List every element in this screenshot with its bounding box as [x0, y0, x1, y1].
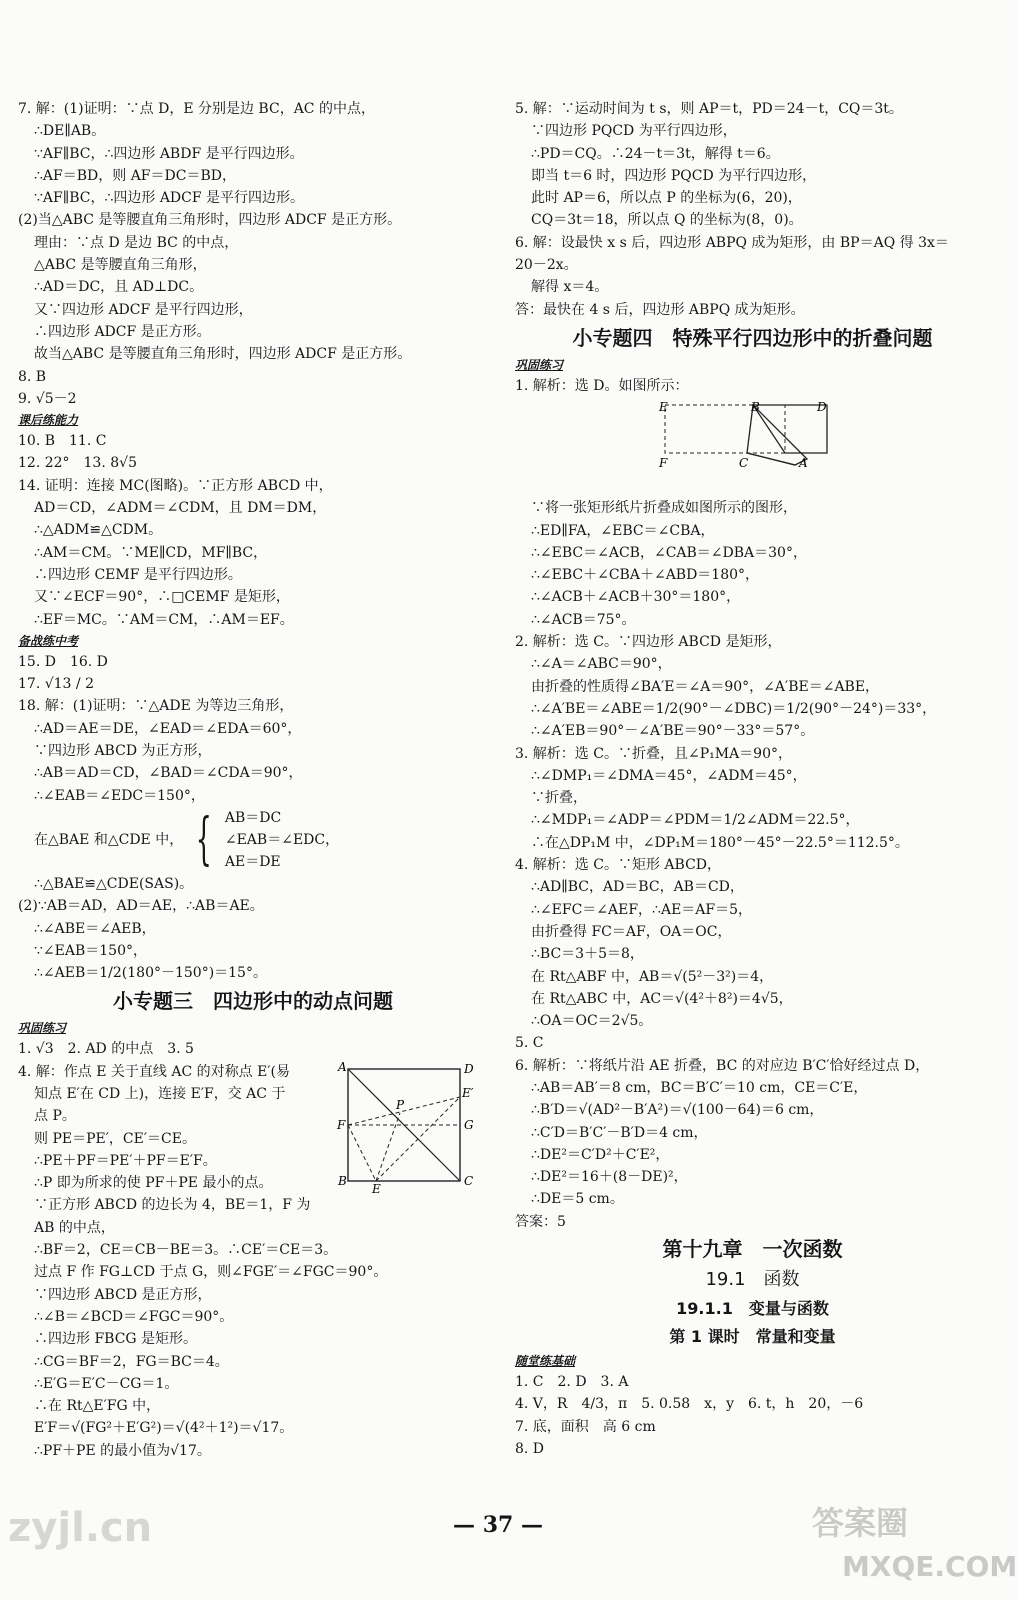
brace-item: AB＝DC [224, 809, 282, 826]
answer-line: 6. 解析：∵将纸片沿 AE 折叠，BC 的对应边 B′C′恰好经过点 D， [515, 1057, 930, 1074]
answer-line: 8. D [515, 1440, 545, 1457]
answer-line: ∴在△DP₁M 中，∠DP₁M＝180°－45°－22.5°＝112.5°。 [531, 834, 909, 851]
fold-edge [747, 453, 795, 465]
answer-line: ∵四边形 ABCD 是正方形， [34, 1286, 212, 1303]
fold-label-d: D [817, 400, 827, 415]
answer-line: ∵正方形 ABCD 的边长为 4，BE＝1，F 为 [34, 1197, 311, 1214]
answer-line: 3. 解析：选 C。∵折叠，且∠P₁MA＝90°， [515, 745, 792, 762]
right-lines-c [515, 1371, 990, 1460]
label-d: D [464, 1061, 474, 1076]
answer-line: 此时 AP＝6，所以点 P 的坐标为(6，20)， [531, 190, 802, 207]
brace-item: ∠EAB＝∠EDC， [224, 831, 340, 848]
answer-line: ∴∠ACB＝75°。 [531, 611, 636, 628]
answer-line: ∴AD＝AE＝DE，∠EAD＝∠EDA＝60°， [34, 720, 302, 737]
answer-line: 6. 解：设最快 x s 后，四边形 ABPQ 成为矩形，由 BP＝AQ 得 3x＝ [515, 234, 949, 251]
answer-line: ∴∠A′BE＝∠ABE＝1/2(90°－∠DBC)＝1/2(90°－24°)＝33°， [531, 700, 937, 717]
answer-line: ∴B′D＝√(AD²－B′A²)＝√(100－64)＝6 cm， [531, 1102, 824, 1119]
answer-line: (2)∵AB＝AD，AD＝AE，∴AB＝AE。 [18, 898, 264, 915]
answer-line: ∴P 即为所求的使 PF＋PE 最小的点。 [34, 1175, 273, 1192]
answer-line: ∴AF＝BD，则 AF＝DC＝BD， [34, 167, 236, 184]
answer-line: ∴△ADM≌△CDM。 [34, 522, 163, 539]
section-19-1: 19.1 函数 [705, 1269, 800, 1291]
answer-line: ∵AF∥BC，∴四边形 ABDF 是平行四边形。 [34, 145, 304, 162]
answer-line: ∴∠EFC＝∠AEF，∴AE＝AF＝5， [531, 901, 753, 918]
fold-label-a: A [799, 456, 808, 471]
label-b: B [338, 1173, 347, 1188]
answer-line: CQ＝3t＝18，所以点 Q 的坐标为(8，0)。 [531, 212, 803, 229]
answer-line: 20－2x。 [515, 257, 578, 274]
subheading-in-class: 随堂练基础 [515, 1354, 576, 1369]
answer-line: 7. 底，面积 高 6 cm [515, 1418, 656, 1435]
answer-line: 7. 解：(1)证明：∵点 D，E 分别是边 BC，AC 的中点， [18, 101, 375, 117]
answer-line: ∴C′D＝B′C′－B′D＝4 cm， [531, 1124, 708, 1141]
fold-label-e: E [659, 400, 668, 415]
answer-line: ∴∠A′EB＝90°－∠A′BE＝90°－33°＝57°。 [531, 723, 815, 740]
answer-line: 又∵四边形 ADCF 是平行四边形， [34, 301, 253, 318]
answer-line: 又∵∠ECF＝90°，∴□CEMF 是矩形， [34, 589, 290, 606]
answer-line: 17. √13 / 2 [18, 676, 94, 693]
left-column [18, 98, 488, 1462]
answer-line: ∴∠DMP₁＝∠DMA＝45°，∠ADM＝45°， [531, 767, 807, 784]
lesson-title: 第 1 课时 常量和变量 [669, 1327, 836, 1347]
answer-line: ∴∠AEB＝1/2(180°－150°)＝15°。 [34, 965, 267, 982]
answer-line: 即当 t＝6 时，四边形 PQCD 为平行四边形， [531, 167, 817, 184]
left-brace-icon: { [196, 806, 213, 872]
answer-line: E′F＝√(FG²＋E′G²)＝√(4²＋1²)＝√17。 [34, 1420, 294, 1437]
answer-line: 则 PE＝PE′，CE′＝CE。 [34, 1130, 196, 1147]
answer-line: ∵∠EAB＝150°， [34, 942, 147, 959]
answer-line: ∴∠EBC＋∠CBA＋∠ABD＝180°， [531, 567, 760, 584]
answer-line: 答：最快在 4 s 后，四边形 ABPQ 成为矩形。 [515, 301, 805, 318]
answer-line: 12. 22° 13. 8√5 [18, 455, 137, 472]
answer-line: 在 Rt△ABF 中，AB＝√(5²－3²)＝4， [531, 968, 774, 985]
fold-figure [515, 397, 990, 493]
fold-label-b: B [751, 400, 760, 415]
problem-4-lines [18, 1061, 336, 1239]
answer-line: 故当△ABC 是等腰直角三角形时，四边形 ADCF 是正方形。 [34, 346, 412, 363]
segment-fe [348, 1125, 376, 1181]
page-number: — 37 — [453, 1512, 543, 1538]
brace-item: AE＝DE [224, 853, 281, 870]
answer-line: (2)当△ABC 是等腰直角三角形时，四边形 ADCF 是正方形。 [18, 212, 402, 229]
brace-items [225, 807, 339, 873]
answer-line: ∴∠B＝∠BCD＝∠FGC＝90°。 [34, 1308, 234, 1325]
answer-line: 18. 解：(1)证明：∵△ADE 为等边三角形， [18, 698, 294, 715]
watermark-left: zyjl.cn [8, 1505, 153, 1551]
answer-line: 1. √3 2. AD 的中点 3. 5 [18, 1041, 194, 1058]
answer-line: ∴在 Rt△E′FG 中， [34, 1398, 161, 1415]
label-p: P [396, 1097, 405, 1112]
right-column [515, 98, 990, 1460]
answer-line: ∴OA＝OC＝2√5。 [531, 1013, 653, 1030]
congruence-system [18, 807, 488, 873]
folded-triangle [747, 405, 807, 465]
answer-line: ∴EF＝MC。∵AM＝CM，∴AM＝EF。 [34, 611, 294, 628]
left-lines-b [18, 430, 488, 631]
square-figure [336, 1059, 476, 1196]
left-lines-c [18, 651, 488, 807]
left-lines-d [18, 873, 488, 984]
dashed-rect [665, 405, 785, 453]
chapter-title: 第十九章 一次函数 [662, 1237, 843, 1262]
problem-4-with-figure [18, 1061, 488, 1239]
answer-line: ∴∠A＝∠ABC＝90°， [531, 656, 672, 673]
section-19-1-1: 19.1.1 变量与函数 [676, 1299, 829, 1319]
section-3-title: 小专题三 四边形中的动点问题 [113, 989, 393, 1014]
answer-line: ∴∠EAB＝∠EDC＝150°， [34, 787, 205, 804]
fold-label-f: F [659, 456, 668, 471]
answer-line: 5. 解：∵运动时间为 t s，则 AP＝t，PD＝24－t，CQ＝3t。 [515, 101, 903, 117]
answer-line: 10. B 11. C [18, 433, 107, 450]
answer-line: ∴PF＋PE 的最小值为√17。 [34, 1442, 211, 1459]
answer-line: ∴∠MDP₁＝∠ADP＝∠PDM＝1/2∠ADM＝22.5°， [531, 812, 860, 829]
right-lines-b [515, 497, 990, 1233]
answer-line: ∴ED∥FA，∠EBC＝∠CBA， [531, 522, 715, 539]
segment-ep [376, 1113, 400, 1181]
answer-line: 8. B [18, 368, 47, 385]
label-e-prime: E′ [462, 1085, 474, 1100]
answer-line: 理由：∵点 D 是边 BC 的中点， [34, 234, 239, 251]
answer-line: 5. C [515, 1035, 544, 1052]
fold-label-c: C [739, 456, 749, 471]
answer-line: △ABC 是等腰直角三角形， [34, 257, 207, 274]
answer-line: ∴CG＝BF＝2，FG＝BC＝4。 [34, 1353, 229, 1370]
subheading-consolidate-3: 巩固练习 [18, 1021, 67, 1036]
answer-line: ∴E′G＝E′C－CG＝1。 [34, 1375, 179, 1392]
answer-line: ∴△BAE≌△CDE(SAS)。 [34, 875, 194, 892]
answer-line: ∴BF＝2，CE＝CB－BE＝3。∴CE′＝CE＝3。 [34, 1242, 338, 1259]
label-a: A [338, 1059, 347, 1074]
answer-line: 2. 解析：选 C。∵四边形 ABCD 是矩形， [515, 634, 782, 651]
answer-line: ∵AF∥BC，∴四边形 ADCF 是平行四边形。 [34, 190, 305, 207]
answer-line: ∴DE²＝C′D²＋C′E²， [531, 1146, 670, 1163]
answer-line: 14. 证明：连接 MC(图略)。∵正方形 ABCD 中， [18, 477, 333, 494]
left-lines-e [18, 1239, 488, 1462]
answer-line: 由折叠得 FC＝AF，OA＝OC， [531, 923, 732, 940]
answer-line: 1. C 2. D 3. A [515, 1374, 629, 1391]
answer-line: ∵四边形 ABCD 为正方形， [34, 743, 212, 760]
answer-line: 9. √5－2 [18, 390, 77, 407]
answer-line: ∴AB＝AD＝CD，∠BAD＝∠CDA＝90°， [34, 765, 303, 782]
label-g: G [464, 1117, 474, 1132]
answer-line: ∴DE＝5 cm。 [531, 1191, 624, 1208]
answer-line: 答案：5 [515, 1213, 566, 1230]
answer-line: ∴PE＋PF＝PE′＋PF＝E′F。 [34, 1152, 217, 1169]
watermark-right: 答案圈 [812, 1504, 909, 1542]
answer-line: ∴AB＝AB′＝8 cm，BC＝B′C′＝10 cm，CE＝C′E， [531, 1079, 868, 1096]
answer-line: ∴四边形 FBCG 是矩形。 [34, 1331, 198, 1348]
subheading-exam-prep: 备战练中考 [18, 633, 79, 648]
answer-line: 知点 E′在 CD 上)，连接 E′F，交 AC 于 [34, 1085, 286, 1102]
answer-line: ∵折叠， [531, 790, 587, 807]
answer-line: 过点 F 作 FG⊥CD 于点 G，则∠FGE′＝∠FGC＝90°。 [34, 1264, 388, 1281]
answer-line: 15. D 16. D [18, 653, 108, 670]
label-c: C [464, 1173, 474, 1188]
folded-part [753, 405, 827, 453]
answer-line: 4. V，R 4/3，π 5. 0.58 x，y 6. t，h 20，－6 [515, 1396, 864, 1413]
answer-line: AB 的中点， [34, 1219, 115, 1236]
answer-line: ∴AD∥BC，AD＝BC，AB＝CD， [531, 879, 744, 896]
answer-line: 4. 解析：选 C。∵矩形 ABCD， [515, 857, 722, 874]
section-4-title: 小专题四 特殊平行四边形中的折叠问题 [572, 325, 933, 350]
answer-line: ∴PD＝CQ。∴24－t＝3t，解得 t＝6。 [531, 145, 780, 162]
answer-line: ∴∠ABE＝∠AEB， [34, 920, 156, 937]
answer-line: ∵将一张矩形纸片折叠成如图所示的图形， [531, 500, 797, 517]
label-e: E [372, 1181, 381, 1196]
left-lines-a [18, 98, 488, 410]
answer-line: ∴四边形 ADCF 是正方形。 [34, 323, 211, 340]
answer-line: ∴∠ACB＋∠ACB＋30°＝180°， [531, 589, 741, 606]
subheading-after-class: 课后练能力 [18, 413, 79, 428]
answer-line: ∴BC＝3＋5＝8， [531, 946, 644, 963]
answer-line: ∴AD＝DC，且 AD⊥DC。 [34, 279, 204, 296]
answer-line: ∴DE²＝16＋(8－DE)²， [531, 1169, 688, 1186]
answer-line: ∴四边形 CEMF 是平行四边形。 [34, 566, 242, 583]
answer-line: 点 P。 [34, 1108, 76, 1125]
answer-line: ∵四边形 PQCD 为平行四边形， [531, 123, 737, 140]
answer-line: 1. 解析：选 D。如图所示： [515, 377, 689, 394]
answer-line: ∴DE∥AB。 [34, 123, 106, 140]
brace-lead: 在△BAE 和△CDE 中， [34, 831, 184, 848]
watermark-right-url: MXQE.COM [842, 1550, 1017, 1583]
subheading-consolidate-4: 巩固练习 [515, 357, 564, 372]
label-f: F [337, 1117, 346, 1132]
answer-line: ∴∠EBC＝∠ACB，∠CAB＝∠DBA＝30°， [531, 544, 807, 561]
answer-line: 由折叠的性质得∠BA′E＝∠A＝90°，∠A′BE＝∠ABE， [531, 678, 880, 695]
answer-line: 解得 x＝4。 [531, 279, 609, 296]
answer-line: ∴AM＝CM。∵ME∥CD，MF∥BC， [34, 544, 268, 561]
right-lines-a [515, 98, 990, 321]
answer-line: AD＝CD，∠ADM＝∠CDM，且 DM＝DM， [34, 500, 327, 517]
answer-line: 在 Rt△ABC 中，AC＝√(4²＋8²)＝4√5， [531, 990, 793, 1007]
answer-line: 4. 解：作点 E 关于直线 AC 的对称点 E′(易 [18, 1063, 290, 1080]
